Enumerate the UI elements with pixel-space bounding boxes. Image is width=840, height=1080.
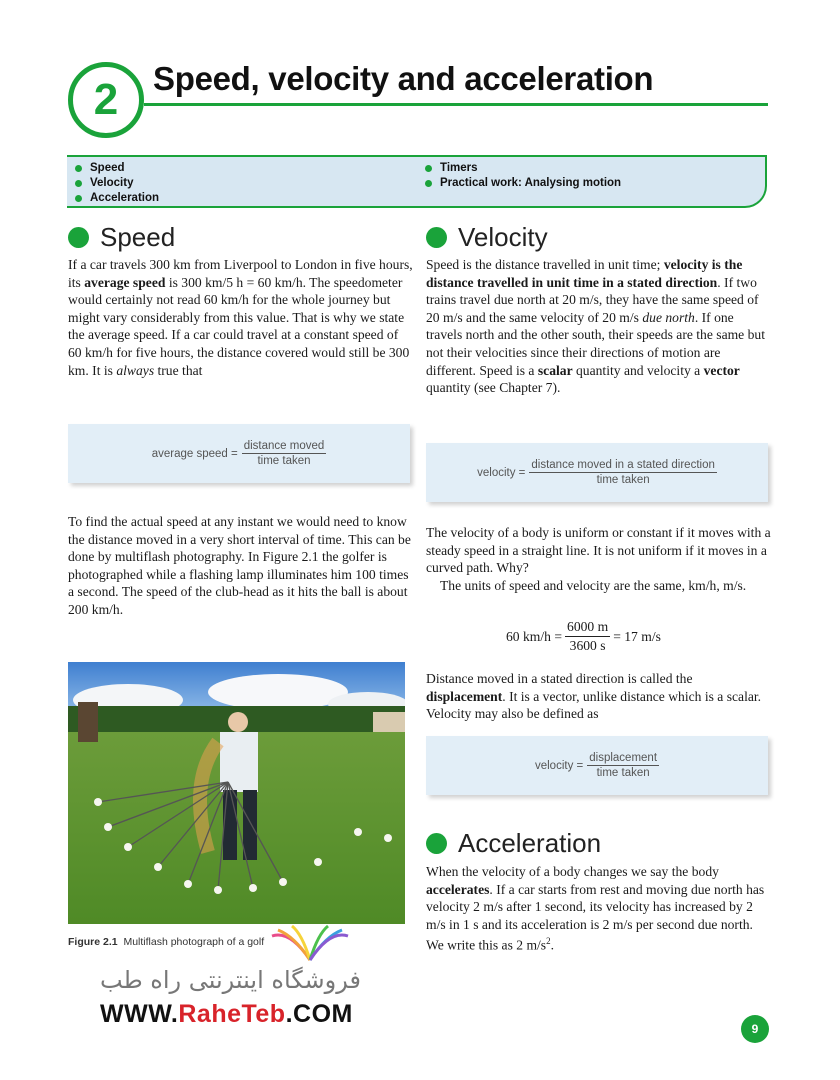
velocity-formula-1: velocity = $\frac{\text{distance moved in a stated direction}}{\text{time taken}}$ (426, 443, 768, 502)
topics-box (67, 155, 767, 208)
average-speed-formula: average speed = $\frac{\text{distance moved}}{\text{time taken}}$ (68, 424, 410, 483)
bullet-icon (75, 195, 82, 202)
bullet-icon (425, 180, 432, 187)
chapter-number: 2 (68, 62, 144, 138)
topic-item: Acceleration (75, 191, 159, 206)
speed-paragraph-1: If a car travels 300 km from Liverpool to London in five hours, its average speed is 300 km/5 h = 60 km/h. The speedometer would certainly not read 60 km/h for the whole journey but might vary considerably from this value. That is why we state the average speed. If a car could travel at a constant speed of 60 km/h for five hours, the distance covered would still be 300 km. It is always true that (68, 257, 413, 378)
topic-item: Speed (75, 161, 159, 176)
velocity-paragraph-3: The units of speed and velocity are the same, km/h, m/s. (440, 578, 747, 593)
book-logo-icon (268, 924, 352, 964)
figure-caption: Figure 2.1 Multiflash photograph of a golf (68, 936, 265, 948)
speed-conversion-equation: 60 km/h = $\frac{6000 m}{3600 s}$ = 17 m/s (506, 619, 661, 653)
topic-item: Velocity (75, 176, 159, 191)
speed-paragraph-2: To find the actual speed at any instant we would need to know the distance moved in a very short interval of time. This can be done by multiflash photography. In Figure 2.1 the golfer is photographed while a flashing lamp illuminates him 100 times a second. The speed of the club-head as it hits the ball is about 200 km/h. (68, 514, 411, 617)
bullet-icon (75, 180, 82, 187)
page-number: 9 (741, 1015, 769, 1043)
golfer-photo (68, 662, 405, 924)
watermark-persian: فروشگاه اینترنتی راه طب (100, 966, 361, 994)
topic-item: Practical work: Analysing motion (425, 176, 621, 191)
topics-left (75, 161, 159, 206)
acceleration-paragraph-1: When the velocity of a body changes we say the body accelerates. If a car starts from rest and moving due north has velocity 2 m/s after 1 second, its velocity has increased by 2 m/s in 1 s and its acceleration is 2 m/s per second due north. We write this as 2 $m/s^2$. (426, 864, 765, 953)
title-rule (144, 103, 768, 106)
velocity-paragraph-2: The velocity of a body is uniform or constant if it moves with a steady speed in a straight line. It is not uniform if it moves in a curved path. Why? (426, 525, 771, 576)
bullet-icon (425, 165, 432, 172)
topics-right (425, 161, 621, 191)
heading-bullet-icon (68, 227, 89, 248)
velocity-formula-2: velocity = $\frac{\text{displacement}}{\text{time taken}}$ (426, 736, 768, 795)
bullet-icon (75, 165, 82, 172)
watermark-url: WWW.RaheTeb.COM (100, 1000, 353, 1028)
speed-heading: Speed (68, 222, 175, 253)
velocity-paragraph-1: Speed is the distance travelled in unit time; velocity is the distance travelled in unit time in a stated direction. If two trains travel due north at 20 m/s, they have the same speed of 20 m/s and the same velocity of 20 m/s due north. If one travels north and the other south, their speeds are the same but not their velocities since their directions of motion are different. Speed is a scalar quantity and velocity a vector quantity (see Chapter 7). (426, 257, 765, 396)
velocity-paragraph-4: Distance moved in a stated direction is called the displacement. It is a vector, unlike distance which is a scalar. Velocity may also be defined as (426, 671, 762, 722)
heading-bullet-icon (426, 227, 447, 248)
heading-bullet-icon (426, 833, 447, 854)
topic-item: Timers (425, 161, 621, 176)
acceleration-heading: Acceleration (426, 828, 601, 859)
velocity-heading: Velocity (426, 222, 548, 253)
chapter-title: Speed, velocity and acceleration (153, 60, 654, 97)
